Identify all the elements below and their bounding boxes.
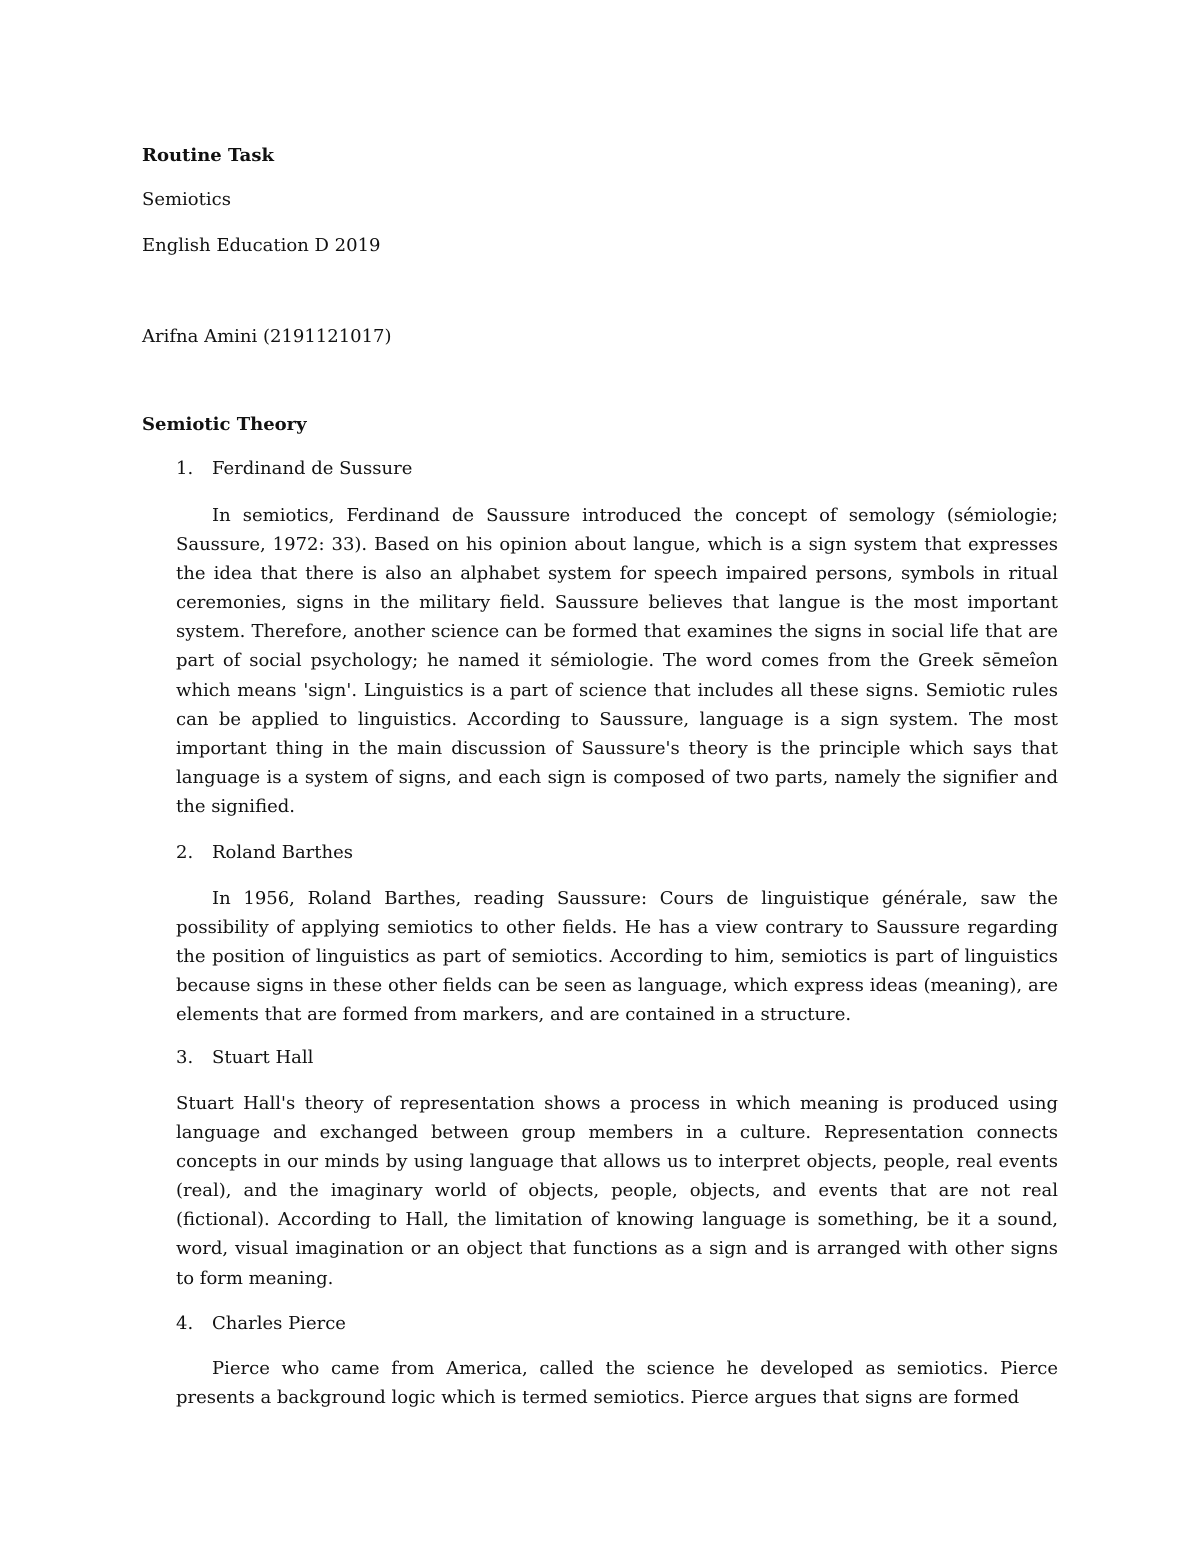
list-item-title: Charles Pierce bbox=[212, 1313, 346, 1334]
list-item-number: 4. bbox=[176, 1313, 194, 1334]
list-item-body: Pierce who came from America, called the science he developed as semiotics. Pierce presents a background logic which is termed semiotics. Pierce argues that signs are formed bbox=[176, 1358, 1058, 1409]
list-item-number: 3. bbox=[176, 1047, 194, 1068]
doc-title: Routine Task bbox=[142, 145, 274, 166]
list-item-title: Ferdinand de Sussure bbox=[212, 458, 413, 479]
list-item-number: 1. bbox=[176, 458, 194, 479]
class-name: English Education D 2019 bbox=[142, 235, 381, 256]
section-heading: Semiotic Theory bbox=[142, 414, 307, 435]
list-item-title: Roland Barthes bbox=[212, 842, 353, 863]
list-item-body: In 1956, Roland Barthes, reading Saussure: Cours de linguistique générale, saw the possibility of applying semiotics to other fields. He has a view contrary to Saussure regarding the position of linguistics as part of semiotics. According to him, semiotics is part of linguistics because signs in these other fields can be seen as language, which express ideas (meaning), are elements that are formed from markers, and are contained in a structure. bbox=[176, 888, 1058, 1026]
list-item-title: Stuart Hall bbox=[212, 1047, 314, 1068]
course-name: Semiotics bbox=[142, 189, 231, 210]
list-item-number: 2. bbox=[176, 842, 194, 863]
author-name: Arifna Amini (2191121017) bbox=[142, 326, 392, 347]
list-item-body: In semiotics, Ferdinand de Saussure introduced the concept of semology (sémiologie; Saussure, 1972: 33). Based on his opinion about langue, which is a sign system that expresses the idea that there is also an alphabet system for speech impaired persons, symbols in ritual ceremonies, signs in the military field. Saussure believes that langue is the most important system. Therefore, another science can be formed that examines the signs in social life that are part of social psychology; he named it sémiologie. The word comes from the Greek sēmeîon which means 'sign'. Linguistics is a part of science that includes all these signs. Semiotic rules can be applied to linguistics. According to Saussure, language is a sign system. The most important thing in the main discussion of Saussure's theory is the principle which says that language is a system of signs, and each sign is composed of two parts, namely the signifier and the signified. bbox=[176, 505, 1058, 817]
list-item-body: Stuart Hall's theory of representation shows a process in which meaning is produced using language and exchanged between group members in a culture. Representation connects concepts in our minds by using language that allows us to interpret objects, people, real events (real), and the imaginary world of objects, people, objects, and events that are not real (fictional). According to Hall, the limitation of knowing language is something, be it a sound, word, visual imagination or an object that functions as a sign and is arranged with other signs to form meaning. bbox=[176, 1093, 1058, 1289]
